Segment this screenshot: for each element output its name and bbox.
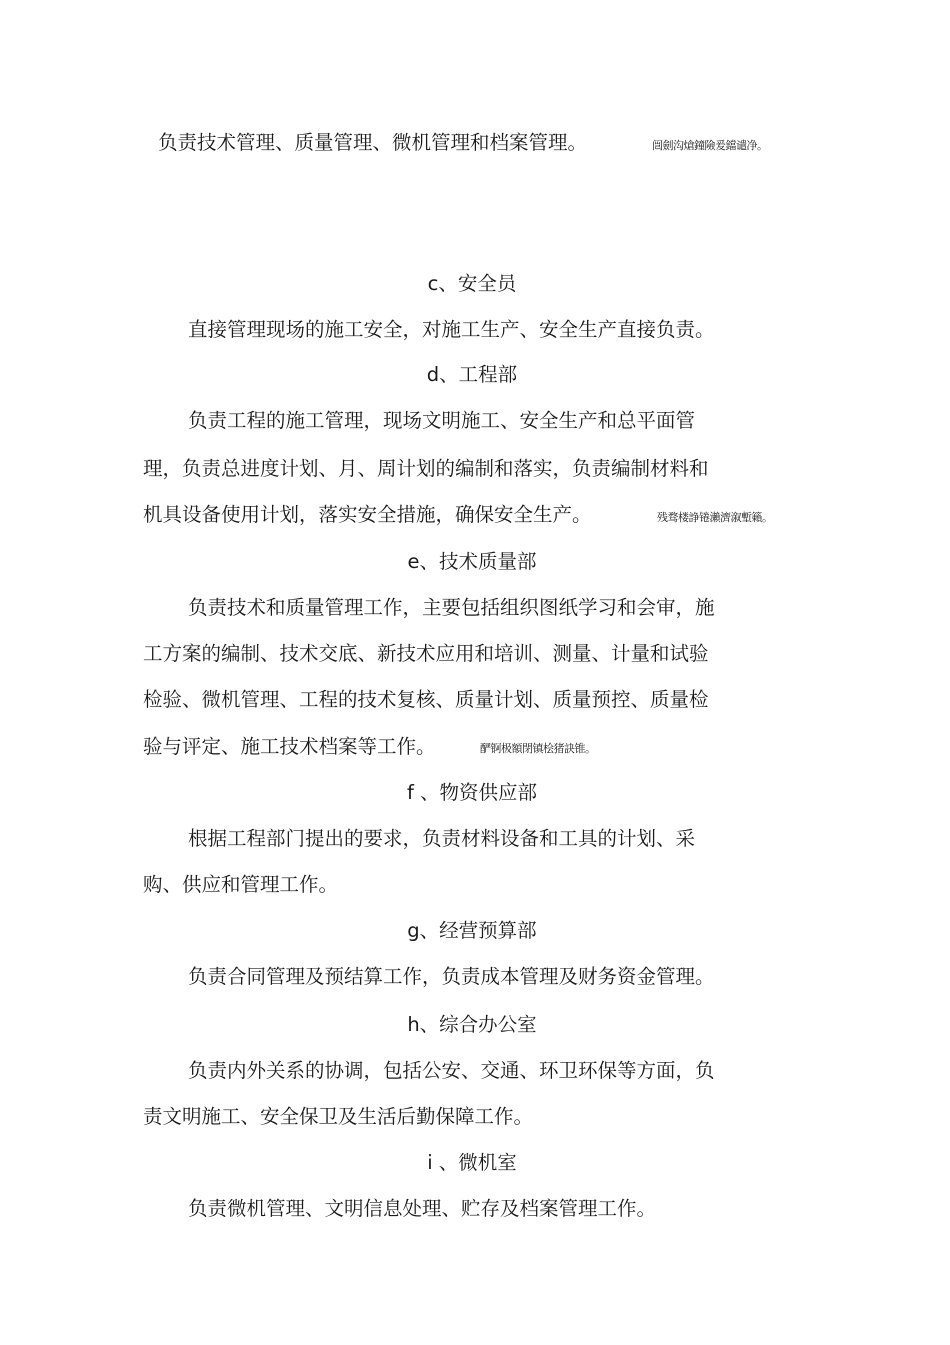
section-heading-budget: g、经营预算部 bbox=[407, 919, 537, 942]
paragraph-line: 购、供应和管理工作。 bbox=[143, 873, 339, 896]
intro-paragraph bbox=[158, 129, 587, 157]
section-note: 酽锕极額閉镇桧猪訣锥。 bbox=[480, 742, 596, 755]
section-heading-quality: e、技术质量部 bbox=[407, 550, 537, 573]
paragraph-line: 检验、微机管理、工程的技术复核、质量计划、质量预控、质量检 bbox=[143, 688, 709, 711]
paragraph-line: 负责工程的施工管理，现场文明施工、安全生产和总平面管 bbox=[188, 409, 696, 432]
paragraph-line: 直接管理现场的施工安全，对施工生产、安全生产直接负责。 bbox=[188, 318, 715, 341]
paragraph-line: 负责技术和质量管理工作，主要包括组织图纸学习和会审，施 bbox=[188, 596, 715, 619]
paragraph-line: 负责合同管理及预结算工作，负责成本管理及财务资金管理。 bbox=[188, 965, 715, 988]
section-heading-office: h、综合办公室 bbox=[407, 1013, 537, 1036]
paragraph-line: 负责内外关系的协调，包括公安、交通、环卫环保等方面，负 bbox=[188, 1059, 715, 1082]
paragraph-line: 负责微机管理、文明信息处理、贮存及档案管理工作。 bbox=[188, 1197, 657, 1220]
section-heading-safety: c、安全员 bbox=[427, 272, 517, 295]
section-heading-supply: f 、物资供应部 bbox=[406, 781, 538, 804]
section-heading-engineering: d、工程部 bbox=[426, 363, 518, 386]
paragraph-line: 责文明施工、安全保卫及生活后勤保障工作。 bbox=[143, 1105, 534, 1128]
section-note: 残骛楼諍锩瀨濟溆塹籟。 bbox=[657, 511, 773, 524]
paragraph-line: 验与评定、施工技术档案等工作。 bbox=[143, 735, 436, 758]
intro-text: 负责技术管理、质量管理、微机管理和档案管理。 bbox=[158, 131, 588, 154]
paragraph-line: 理，负责总进度计划、月、周计划的编制和落实，负责编制材料和 bbox=[143, 457, 709, 480]
intro-note: 闿劍沟熗鐘險爰鐺谴净。 bbox=[652, 139, 768, 152]
section-heading-computer-room: i 、微机室 bbox=[427, 1151, 517, 1174]
paragraph-line: 工方案的编制、技术交底、新技术应用和培训、测量、计量和试验 bbox=[143, 642, 709, 665]
paragraph-line: 根据工程部门提出的要求，负责材料设备和工具的计划、采 bbox=[188, 827, 696, 850]
paragraph-line: 机具设备使用计划，落实安全措施，确保安全生产。 bbox=[143, 503, 592, 526]
